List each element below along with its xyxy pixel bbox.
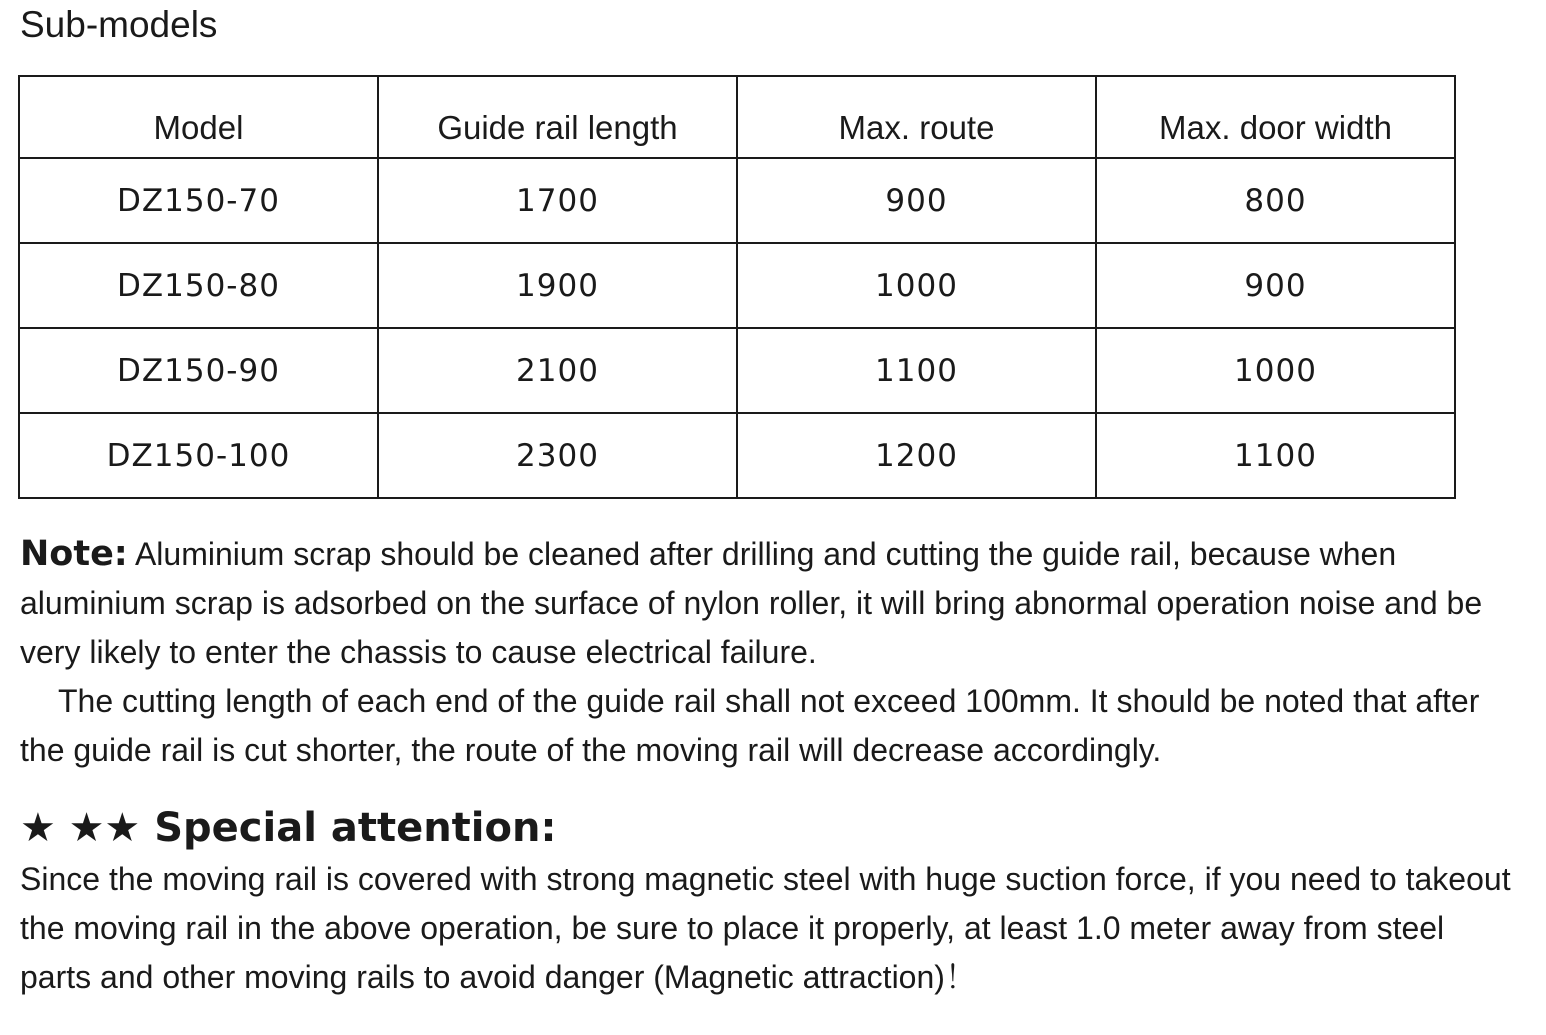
cell-model: DZ150-90	[19, 328, 378, 413]
cell-max-route: 1100	[737, 328, 1096, 413]
cell-max-route: 900	[737, 158, 1096, 243]
sub-models-table	[18, 75, 1456, 499]
table-row	[19, 413, 1455, 498]
cell-guide-rail-length: 2100	[378, 328, 737, 413]
note-label: Note:	[20, 534, 128, 574]
cell-max-door-width: 1100	[1096, 413, 1455, 498]
special-attention-title: Special attention:	[140, 805, 557, 851]
cell-max-route: 1000	[737, 243, 1096, 328]
special-attention-body: Since the moving rail is covered with strong magnetic steel with huge suction force, if you need to takeout the moving rail in the above operation, be sure to place it properly, at least 1.0 meter away from steel parts and other moving rails to avoid danger (Magnetic attraction)！	[20, 861, 1511, 995]
cell-max-route: 1200	[737, 413, 1096, 498]
cell-guide-rail-length: 1900	[378, 243, 737, 328]
cell-model: DZ150-70	[19, 158, 378, 243]
table-header-row	[19, 76, 1455, 158]
note-paragraph-2: The cutting length of each end of the guide rail shall not exceed 100mm. It should be noted that after the guide rail is cut shorter, the route of the moving rail will decrease accordingly.	[20, 683, 1480, 768]
cell-model: DZ150-80	[19, 243, 378, 328]
table-row	[19, 158, 1455, 243]
table-row	[19, 328, 1455, 413]
table-row	[19, 243, 1455, 328]
header-max-door-width: Max. door width	[1096, 76, 1455, 158]
cell-model: DZ150-100	[19, 413, 378, 498]
cell-max-door-width: 800	[1096, 158, 1455, 243]
section-title: Sub-models	[20, 4, 218, 45]
cell-max-door-width: 1000	[1096, 328, 1455, 413]
cell-guide-rail-length: 2300	[378, 413, 737, 498]
header-max-route: Max. route	[737, 76, 1096, 158]
note-paragraph-1	[20, 530, 1520, 677]
cell-max-door-width: 900	[1096, 243, 1455, 328]
note-text-1: Aluminium scrap should be cleaned after drilling and cutting the guide rail, because when aluminium scrap is adsorbed on the surface of nylon roller, it will bring abnormal operation noise and be very likely to enter the chassis to cause electrical failure.	[20, 536, 1483, 670]
note-section	[20, 530, 1520, 775]
header-guide-rail-length: Guide rail length	[378, 76, 737, 158]
header-model: Model	[19, 76, 378, 158]
cell-guide-rail-length: 1700	[378, 158, 737, 243]
special-attention-heading	[20, 800, 556, 856]
star-icons: ★ ★★	[20, 805, 141, 851]
